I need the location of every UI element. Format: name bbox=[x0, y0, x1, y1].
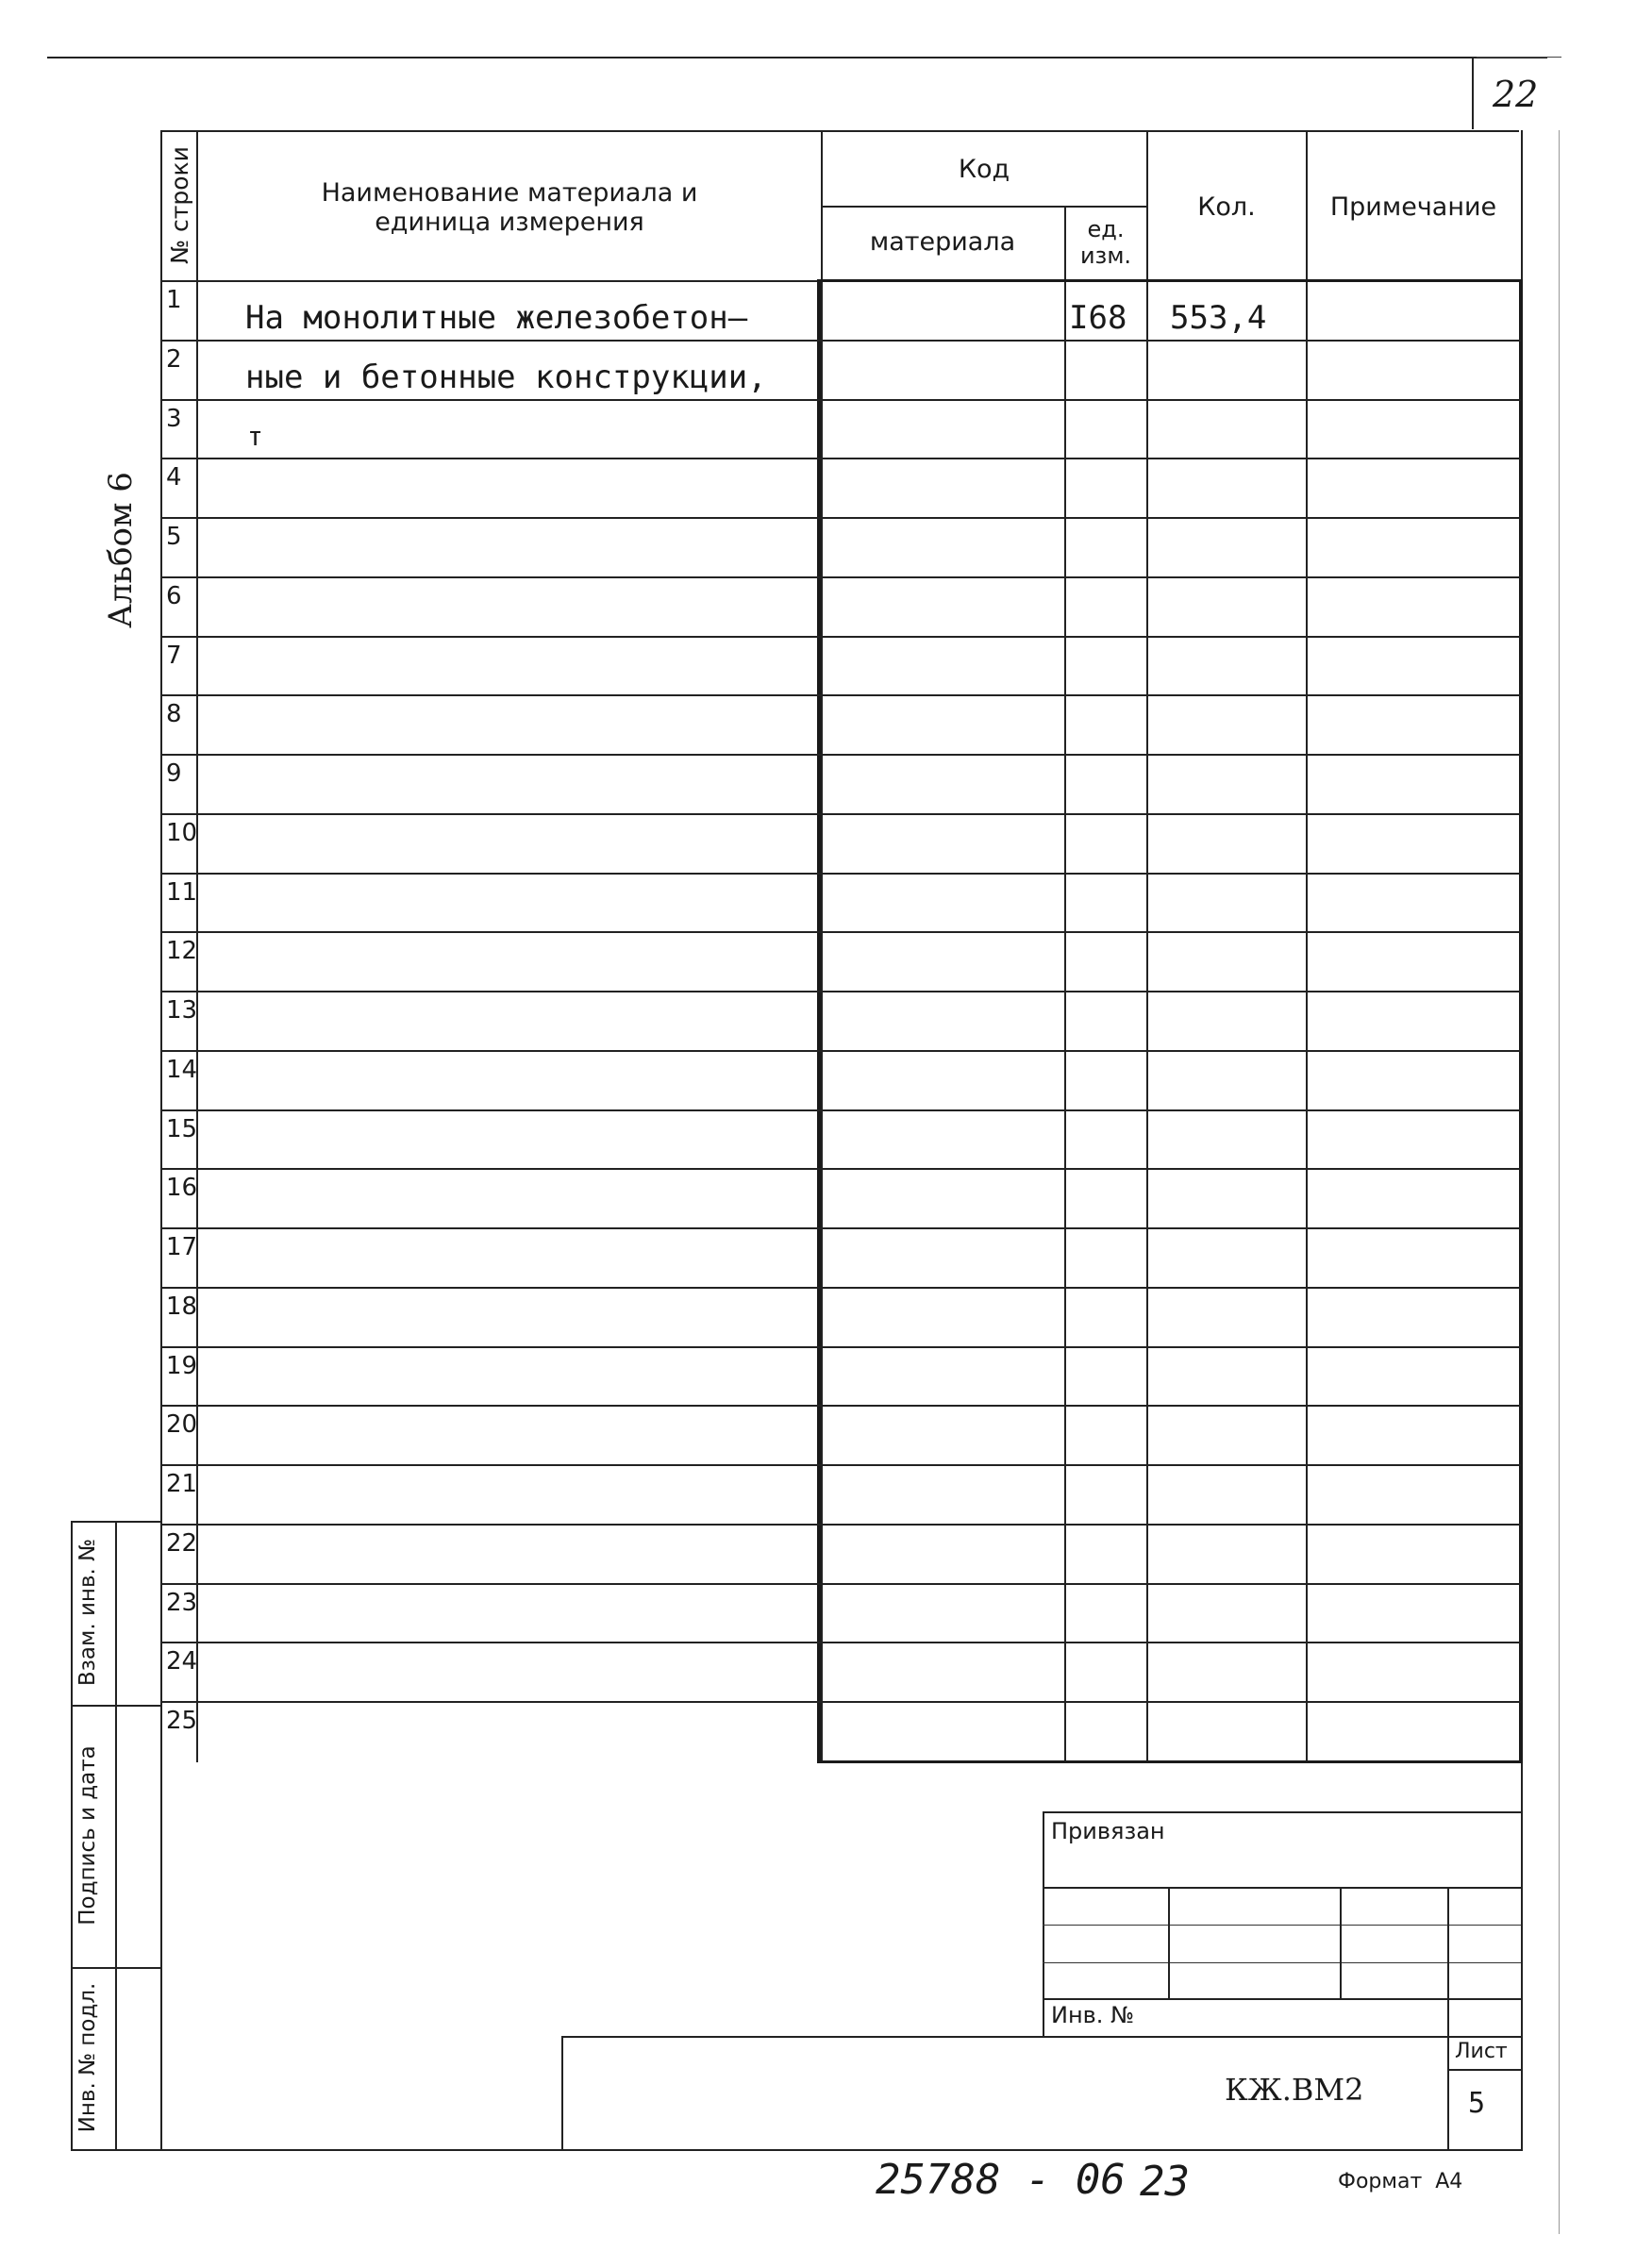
row-number: 23 bbox=[166, 1588, 198, 1617]
row-number: 16 bbox=[166, 1174, 198, 1203]
stamp-vdiv-1 bbox=[1168, 1887, 1170, 1998]
header-name: Наименование материала и единица измерения bbox=[321, 177, 698, 237]
stamp-main-left bbox=[561, 2036, 563, 2149]
row-line bbox=[160, 694, 1521, 696]
row-line bbox=[160, 1287, 1521, 1289]
col-qty-right bbox=[1306, 130, 1308, 1762]
row-line bbox=[160, 813, 1521, 815]
frame-outer-right bbox=[1559, 130, 1560, 2234]
row-line bbox=[160, 1168, 1521, 1170]
data-border-bottom bbox=[817, 1760, 1523, 1763]
row-number: 2 bbox=[166, 344, 182, 374]
row-number: 18 bbox=[166, 1292, 198, 1321]
row-number: 1 bbox=[166, 286, 182, 314]
page-number: 22 bbox=[1493, 74, 1539, 115]
row-line bbox=[160, 754, 1521, 756]
top-rule-right bbox=[1477, 57, 1561, 58]
row-line bbox=[160, 517, 1521, 519]
entry-line-1: На монолитные железобетон– bbox=[245, 299, 748, 337]
row-number: 3 bbox=[166, 404, 182, 433]
album-label: Альбом 6 bbox=[102, 472, 140, 628]
margin-podpis: Подпись и дата bbox=[75, 1745, 100, 1926]
row-number: 12 bbox=[166, 937, 198, 966]
row-line bbox=[160, 991, 1521, 992]
row-number: 17 bbox=[166, 1233, 198, 1262]
row-number: 21 bbox=[166, 1470, 198, 1499]
row-number: 24 bbox=[166, 1647, 198, 1676]
page-number-box-left bbox=[1472, 58, 1474, 129]
row-line bbox=[160, 873, 1521, 875]
col-mat-right bbox=[1064, 206, 1066, 1762]
row-number: 7 bbox=[166, 641, 182, 670]
row-number: 20 bbox=[166, 1410, 198, 1440]
frame-top bbox=[160, 130, 1519, 132]
frame-bottom bbox=[71, 2149, 1523, 2151]
row-line bbox=[160, 340, 1521, 342]
row-line bbox=[160, 1464, 1521, 1466]
stamp-vdiv-2 bbox=[1340, 1887, 1342, 1998]
row-number: 6 bbox=[166, 581, 182, 610]
row-number: 11 bbox=[166, 877, 198, 907]
header-qty: Кол. bbox=[1197, 192, 1256, 223]
stamp-sheet-value: 5 bbox=[1468, 2087, 1486, 2120]
entry-line-3: т bbox=[247, 421, 263, 452]
row-number: 13 bbox=[166, 996, 198, 1026]
stamp-sheet-line bbox=[1447, 2069, 1521, 2071]
col-unit-right bbox=[1146, 130, 1148, 1762]
code-subheader-line bbox=[821, 206, 1146, 208]
row-line bbox=[160, 458, 1521, 459]
data-border-right bbox=[1519, 279, 1523, 1762]
stamp-sheet-label: Лист bbox=[1455, 2040, 1508, 2063]
margin-left-outer bbox=[71, 1521, 73, 2151]
stamp-main-top bbox=[561, 2036, 1521, 2038]
margin-left-inner bbox=[115, 1521, 117, 2151]
row-number: 14 bbox=[166, 1055, 198, 1084]
row-number: 25 bbox=[166, 1707, 198, 1736]
header-code-material: материала bbox=[869, 227, 1016, 258]
row-number: 9 bbox=[166, 759, 182, 789]
row-number: 8 bbox=[166, 700, 182, 729]
entry-line-2: ные и бетонные конструкции, bbox=[245, 359, 767, 396]
row-line bbox=[160, 1642, 1521, 1643]
stamp-vdiv-3 bbox=[1447, 1887, 1449, 2149]
stamp-privyazan: Привязан bbox=[1051, 1818, 1165, 1844]
row-line bbox=[160, 1050, 1521, 1052]
row-number: 15 bbox=[166, 1114, 198, 1143]
header-note: Примечание bbox=[1329, 192, 1497, 223]
row-line bbox=[160, 1227, 1521, 1229]
row-number: 19 bbox=[166, 1351, 198, 1380]
row-line bbox=[160, 1405, 1521, 1407]
row-line bbox=[160, 1583, 1521, 1585]
row-line bbox=[160, 636, 1521, 638]
row-line bbox=[160, 399, 1521, 401]
header-code-unit: ед. изм. bbox=[1079, 216, 1132, 269]
entry-qty: 553,4 bbox=[1170, 299, 1267, 337]
row-number: 10 bbox=[166, 818, 198, 847]
row-line bbox=[160, 1701, 1521, 1703]
entry-unit-code: I68 bbox=[1069, 299, 1127, 337]
row-line bbox=[160, 1524, 1521, 1526]
row-number: 5 bbox=[166, 523, 182, 552]
row-number: 4 bbox=[166, 463, 182, 492]
header-code: Код bbox=[958, 155, 1010, 185]
stamp-inv-no: Инв. № bbox=[1051, 2002, 1135, 2028]
row-line bbox=[160, 576, 1521, 578]
footer-page: 23 bbox=[1140, 2158, 1190, 2206]
margin-vzam: Взам. инв. № bbox=[75, 1538, 100, 1687]
footer-number: 25788 - 06 bbox=[876, 2156, 1126, 2204]
row-line bbox=[160, 1109, 1521, 1111]
header-row-no: № строки bbox=[166, 146, 193, 264]
stamp-doc-code: КЖ.ВМ2 bbox=[1225, 2072, 1364, 2108]
row-number: 22 bbox=[166, 1528, 198, 1558]
stamp-top bbox=[1043, 1811, 1521, 1813]
row-line bbox=[160, 1346, 1521, 1348]
row-line bbox=[160, 931, 1521, 933]
margin-inv-podl: Инв. № подл. bbox=[75, 1982, 100, 2133]
footer-format: Формат А4 bbox=[1338, 2170, 1463, 2193]
top-rule bbox=[47, 57, 1547, 58]
col-name-right bbox=[821, 130, 823, 1762]
data-border-left bbox=[817, 279, 821, 1762]
data-border-top bbox=[819, 279, 1523, 282]
